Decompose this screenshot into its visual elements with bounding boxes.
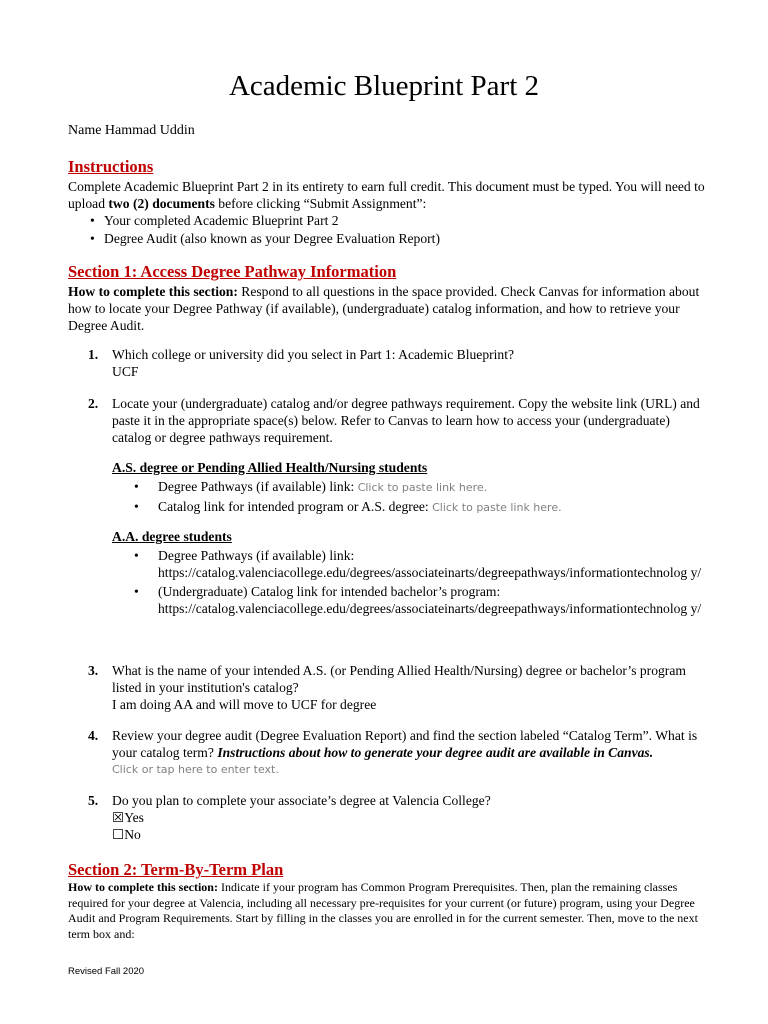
instructions-bullets xyxy=(90,212,440,247)
aa-degree-heading: A.A. degree students xyxy=(112,529,232,544)
page-title: Academic Blueprint Part 2 xyxy=(228,70,540,102)
unchecked-box-icon[interactable]: ☐ xyxy=(112,827,125,842)
question-5: 5. Do you plan to complete your associate’s degree at Valencia College? ☒Yes ☐No xyxy=(88,792,708,843)
paste-link-field[interactable]: Click to paste link here. xyxy=(357,481,488,494)
link-value[interactable]: https://catalog.valenciacollege.edu/degrees/associateinarts/degreepathways/informationtechnolog y/ xyxy=(158,565,702,580)
question-3: 3. What is the name of your intended A.S. (or Pending Allied Health/Nursing) degree or bachelor’s program listed in your institution's catalog? I am doing AA and will move to UCF for degree xyxy=(88,662,708,713)
checked-box-icon[interactable]: ☒ xyxy=(112,810,125,825)
question-2: 2. Locate your (undergraduate) catalog and/or degree pathways requirement. Copy the website link (URL) and paste it in the appropriate space(s) below. Refer to Canvas to learn how to access your (undergraduate) catalog or degree pathways requirement. xyxy=(88,396,700,445)
section1-how-to: How to complete this section: Respond to all questions in the space provided. Check Canvas for information about how to locate your Degree Pathway (if available), (undergraduate) catalog information, and how to retrieve your Degree Audit. xyxy=(68,284,700,333)
footer-revision: Revised Fall 2020 xyxy=(68,966,145,977)
link-value[interactable]: https://catalog.valenciacollege.edu/degrees/associateinarts/degreepathways/informationtechnolog y/ xyxy=(158,601,702,616)
answer-3[interactable]: I am doing AA and will move to UCF for degree xyxy=(112,697,377,712)
section1-heading: Section 1: Access Degree Pathway Information xyxy=(68,262,397,281)
list-item: • (Undergraduate) Catalog link for intended bachelor’s program: https://catalog.valenciacollege.edu/degrees/associateinarts/degreepathways/informationtechnolog y/ xyxy=(158,583,718,617)
section2-heading: Section 2: Term-By-Term Plan xyxy=(68,860,284,879)
list-item: • Degree Pathways (if available) link: Click to paste link here. xyxy=(134,479,488,494)
question-1: 1. Which college or university did you select in Part 1: Academic Blueprint? UCF xyxy=(88,346,708,380)
list-item: • Your completed Academic Blueprint Part 2 xyxy=(90,212,440,230)
list-item: • Degree Audit (also known as your Degree Evaluation Report) xyxy=(90,230,440,248)
as-degree-heading: A.S. degree or Pending Allied Health/Nursing students xyxy=(112,460,428,475)
question-4: 4. Review your degree audit (Degree Evaluation Report) and find the section labeled “Catalog Term”. What is your catalog term? Instructions about how to generate your degree audit are available in Canvas. Click or tap here to enter text. xyxy=(88,727,708,778)
list-item: • Degree Pathways (if available) link: https://catalog.valenciacollege.edu/degrees/associateinarts/degreepathways/informationtechnolog y/ xyxy=(158,547,718,581)
instructions-text: Complete Academic Blueprint Part 2 in its entirety to earn full credit. This document must be typed. You will need to upload two (2) documents before clicking “Submit Assignment”: xyxy=(68,179,705,211)
checkbox-yes[interactable]: ☒Yes xyxy=(112,810,144,825)
list-item: • Catalog link for intended program or A.S. degree: Click to paste link here. xyxy=(134,499,562,514)
instructions-heading: Instructions xyxy=(68,157,154,176)
paste-link-field[interactable]: Click to paste link here. xyxy=(432,501,562,514)
as-degree-list xyxy=(134,478,718,518)
answer-1[interactable]: UCF xyxy=(112,364,139,379)
aa-degree-list xyxy=(134,547,718,619)
student-name: Name Hammad Uddin xyxy=(68,123,195,138)
section2-how-to: How to complete this section: Indicate if your program has Common Program Prerequisites. Then, plan the remaining classes required for your degree at Valencia, including all necessary pre-requisites for your current (or future) program, using your Degree Audit and Program Requirements. Start by filling in the classes you are enrolled in for the current semester. Then, move to the next term box and: xyxy=(68,880,698,941)
catalog-term-field[interactable]: Click or tap here to enter text. xyxy=(112,763,279,776)
checkbox-no[interactable]: ☐No xyxy=(112,827,141,842)
